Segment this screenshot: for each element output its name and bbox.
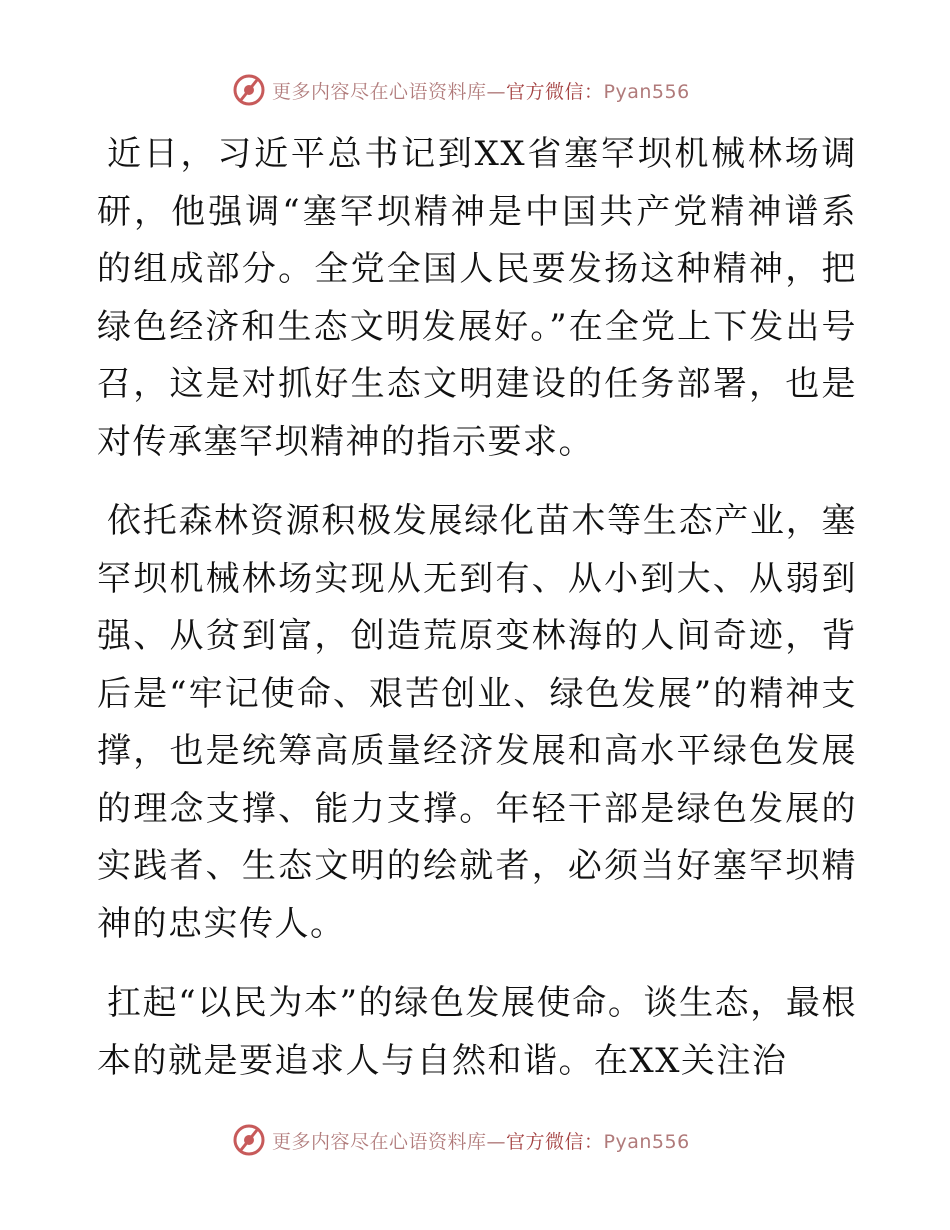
banner-dash: — bbox=[486, 80, 507, 103]
footer-watermark-banner bbox=[232, 1122, 732, 1158]
brand-logo-icon bbox=[232, 1123, 266, 1157]
banner-main-text: 更多内容尽在心语资料库 bbox=[272, 80, 487, 103]
brand-logo-icon bbox=[232, 73, 266, 107]
banner-main-text: 更多内容尽在心语资料库 bbox=[272, 1130, 487, 1153]
banner-dash: — bbox=[486, 1130, 507, 1153]
banner-wechat-id: Pyan556 bbox=[603, 1130, 690, 1153]
banner-official-text: 官方微信： bbox=[506, 1130, 604, 1153]
banner-text bbox=[272, 1127, 690, 1154]
article-body bbox=[97, 126, 857, 1112]
header-watermark-banner bbox=[232, 72, 732, 108]
paragraph-2: 依托森林资源积极发展绿化苗木等生态产业，塞罕坝机械林场实现从无到有、从小到大、从弱到强、从贫到富，创造荒原变林海的人间奇迹，背后是“牢记使命、艰苦创业、绿色发展”的精神支撑，也是统筹高质量经济发展和高水平绿色发展的理念支撑、能力支撑。年轻干部是绿色发展的实践者、生态文明的绘就者，必须当好塞罕坝精神的忠实传人。 bbox=[97, 501, 857, 944]
banner-text bbox=[272, 77, 690, 104]
paragraph-3: 扛起“以民为本”的绿色发展使命。谈生态，最根本的就是要追求人与自然和谐。在XX关注治 bbox=[97, 983, 857, 1081]
paragraph-1: 近日，习近平总书记到XX省塞罕坝机械林场调研，他强调“塞罕坝精神是中国共产党精神谱系的组成部分。全党全国人民要发扬这种精神，把绿色经济和生态文明发展好。”在全党上下发出号召，这是对抓好生态文明建设的任务部署，也是对传承塞罕坝精神的指示要求。 bbox=[97, 134, 857, 462]
banner-official-text: 官方微信： bbox=[506, 80, 604, 103]
banner-wechat-id: Pyan556 bbox=[603, 80, 690, 103]
